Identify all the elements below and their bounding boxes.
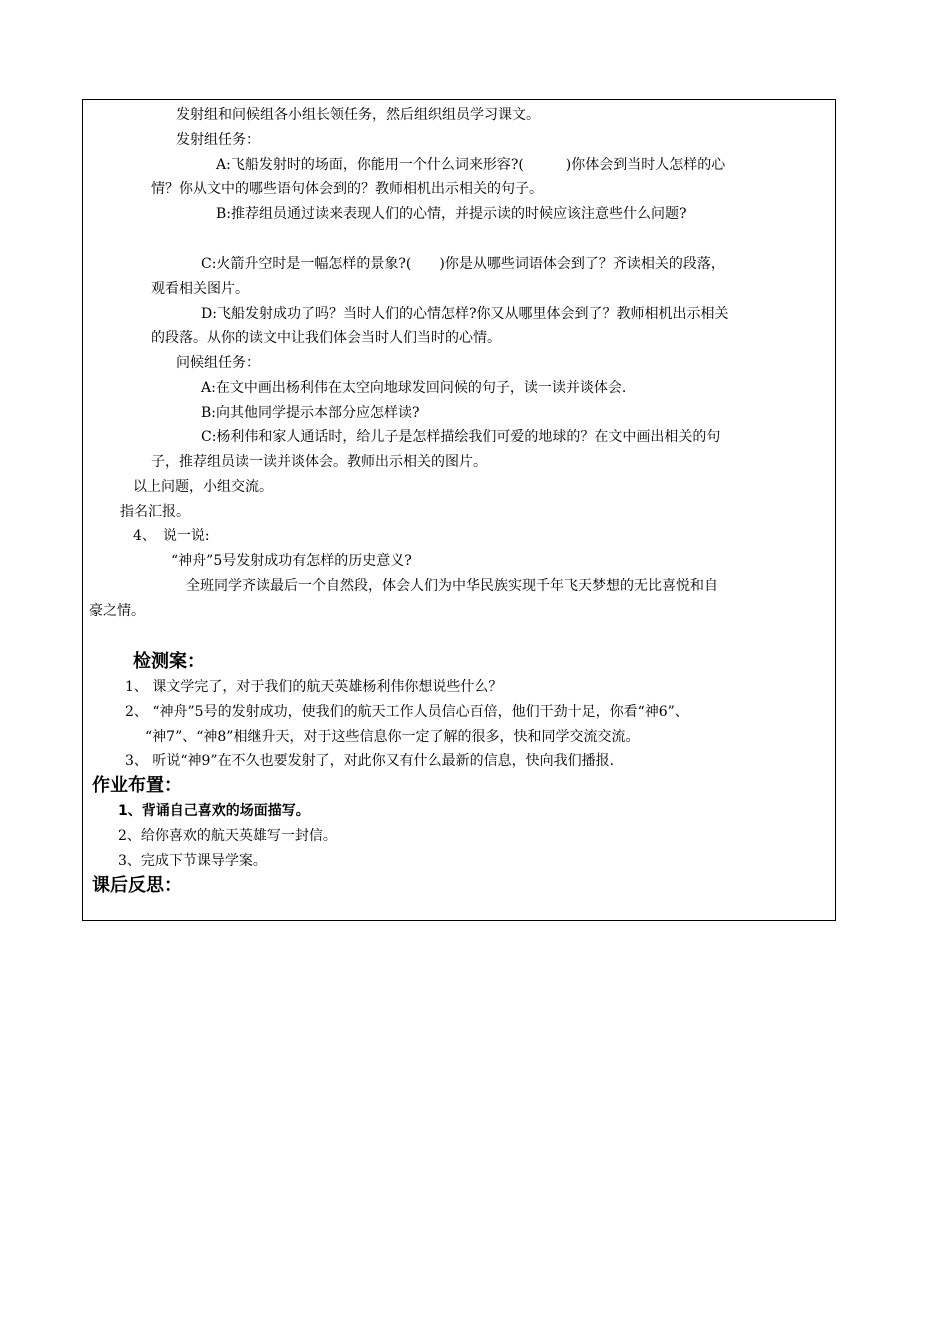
test-item: 1、 课文学完了，对于我们的航天英雄杨利伟你想说些什么？ (125, 679, 503, 695)
text-line: 观看相关图片。 (151, 281, 249, 297)
text-line: A:飞船发射时的场面，你能用一个什么词来形容?( )你体会到当时人怎样的心 (216, 157, 726, 173)
text-line: 4、 说一说: (133, 528, 210, 544)
test-item: “神7”、“神8”相继升天，对于这些信息你一定了解的很多，快和同学交流交流。 (145, 729, 640, 745)
text-line: A:在文中画出杨利伟在太空向地球发回问候的句子，读一读并谈体会. (201, 380, 627, 396)
text-line: B:推荐组员通过读来表现人们的心情，并提示读的时候应该注意些什么问题? (216, 206, 687, 222)
text-line: “神舟”5号发射成功有怎样的历史意义? (171, 553, 412, 569)
text-line: C:火箭升空时是一幅怎样的景象?( )你是从哪些词语体会到了？齐读相关的段落， (201, 256, 725, 272)
text-line: 发射组和问候组各小组长领任务，然后组织组员学习课文。 (176, 107, 540, 123)
text-line: 以上问题，小组交流。 (133, 479, 273, 495)
text-line: 指名汇报。 (120, 504, 190, 520)
lesson-plan-table-cell (82, 99, 836, 921)
text-line: 问候组任务： (176, 355, 260, 371)
text-line: 发射组任务： (176, 132, 260, 148)
text-line: 豪之情。 (89, 603, 145, 619)
homework-item: 3、完成下节课导学案。 (118, 853, 267, 869)
reflection-section-title: 课后反思： (92, 875, 182, 896)
text-line: D:飞船发射成功了吗？当时人们的心情怎样?你又从哪里体会到了？教师相机出示相关 (201, 306, 729, 322)
homework-item: 1、背诵自己喜欢的场面描写。 (118, 803, 310, 819)
text-line: B:向其他同学提示本部分应怎样读? (201, 405, 420, 421)
homework-item: 2、给你喜欢的航天英雄写一封信。 (118, 828, 337, 844)
test-item: 2、 “神舟”5号的发射成功，使我们的航天工作人员信心百倍，他们干劲十足，你看“神6”、 (125, 704, 689, 720)
text-line: 的段落。从你的读文中让我们体会当时人们当时的心情。 (151, 330, 501, 346)
homework-section-title: 作业布置： (92, 775, 182, 796)
test-item: 3、 听说“神9”在不久也要发射了，对此你又有什么最新的信息，快向我们播报. (125, 753, 615, 769)
text-line: C:杨利伟和家人通话时，给儿子是怎样描绘我们可爱的地球的？在文中画出相关的句 (201, 429, 721, 445)
test-section-title: 检测案： (133, 651, 205, 672)
text-line: 全班同学齐读最后一个自然段，体会人们为中华民族实现千年飞天梦想的无比喜悦和自 (186, 578, 718, 594)
text-line: 子，推荐组员读一读并谈体会。教师出示相关的图片。 (151, 454, 487, 470)
text-line: 情？你从文中的哪些语句体会到的？教师相机出示相关的句子。 (151, 181, 543, 197)
